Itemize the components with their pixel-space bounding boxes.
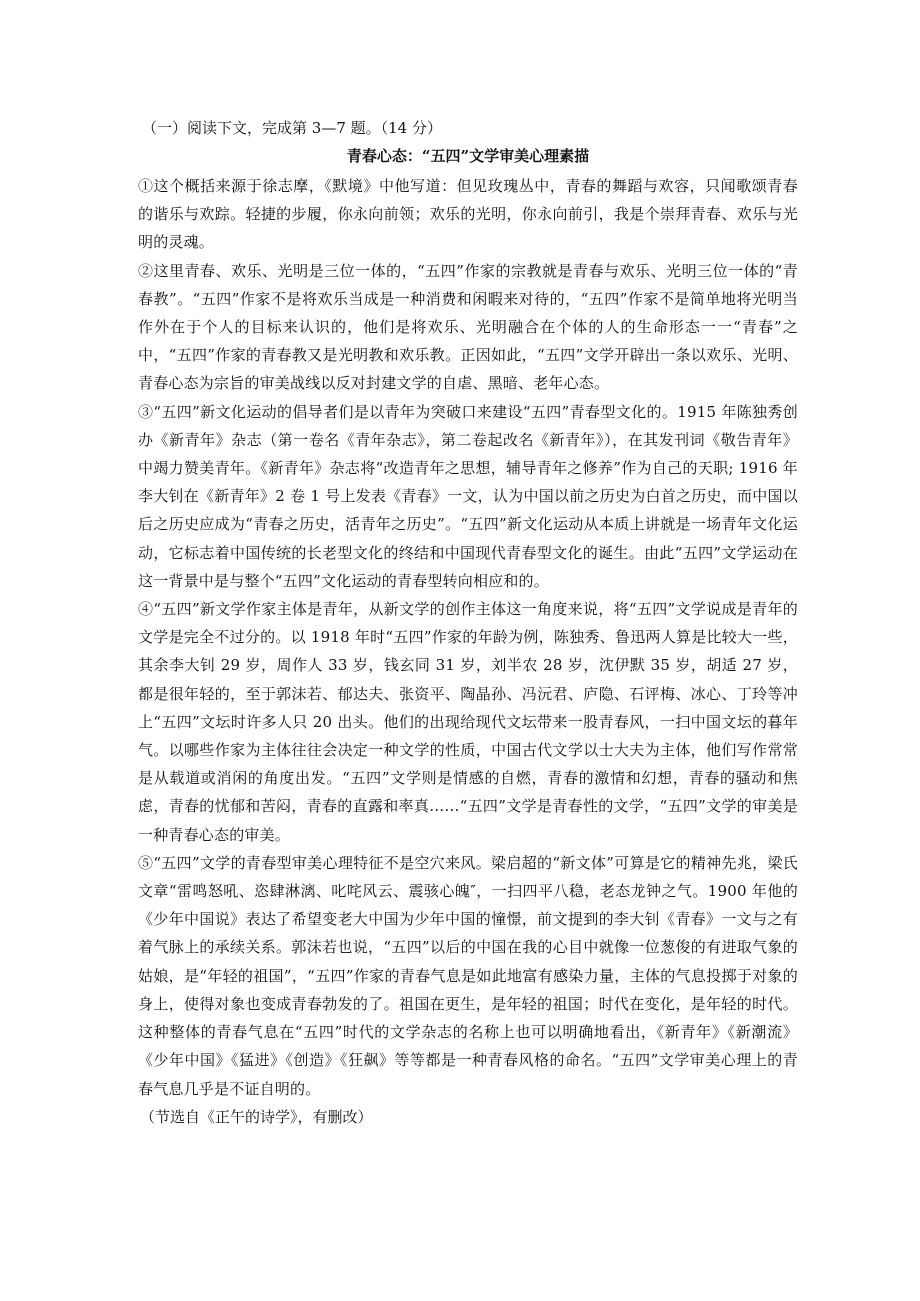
question-instruction: （一）阅读下文，完成第 3—7 题。（14 分） xyxy=(142,119,442,137)
paragraph-3: ③“五四”新文化运动的倡导者们是以青年为突破口来建设“五四”青春型文化的。1915 年陈独秀创办《新青年》杂志（第一卷名《青年杂志》，第二卷起改名《新青年》），在其发刊词《敬告青年》中竭力赞美青年。《新青年》杂志将“改造青年之思想，辅导青年之修养”作为自己的天职; 1916 年李大钊在《新青年》2 卷 1 号上发表《青春》一文，认为中国以前之历史为白首之历史，而中国以后之历史应成为“青春之历史，活青年之历史”。“五四”新文化运动从本质上讲就是一场青年文化运动，它标志着中国传统的长老型文化的终结和中国现代青春型文化的诞生。由此“五四”文学运动在这一背景中是与整个“五四”文化运动的青春型转向相应和的。 xyxy=(138,402,798,590)
paragraph-1: ①这个概括来源于徐志摩，《默境》中他写道：但见玫瑰丛中，青春的舞蹈与欢容，只闻歌颂青春的谐乐与欢踪。轻捷的步履，你永向前领；欢乐的光明，你永向前引，我是个崇拜青春、欢乐与光明的灵魂。 xyxy=(138,177,798,252)
paragraph-4: ④“五四”新文学作家主体是青年，从新文学的创作主体这一角度来说，将“五四”文学说成是青年的文学是完全不过分的。以 1918 年时“五四”作家的年龄为例，陈独秀、鲁迅两人算是比较大一些，其余李大钊 29 岁，周作人 33 岁，钱玄同 31 岁，刘半农 28 岁，沈伊默 35 岁，胡适 27 岁，都是很年轻的，至于郭沫若、郁达夫、张资平、陶晶孙、冯沅君、庐隐、石评梅、冰心、丁玲等冲上“五四”文坛时许多人只 20 出头。他们的出现给现代文坛带来一股青春风，一扫中国文坛的暮年气。以哪些作家为主体往往会决定一种文学的性质，中国古代文学以士大夫为主体，他们写作常常是从载道或消闲的角度出发。“五四”文学则是情感的自燃，青春的激情和幻想，青春的骚动和焦虑，青春的忧郁和苦闷，青春的直露和率真……“五四”文学是青春性的文学，“五四”文学的审美是一种青春心态的审美。 xyxy=(138,600,798,844)
article-title: 青春心态：“五四”文学审美心理素描 xyxy=(346,147,590,165)
source-note: （节选自《正午的诗学》，有删改） xyxy=(140,1107,373,1126)
document-body xyxy=(138,114,798,1131)
paragraph-5: ⑤“五四”文学的青春型审美心理特征不是空穴来风。梁启超的“新文体”可算是它的精神先兆，梁氏文章“雷鸣怒吼、恣肆淋漓、叱咤风云、震骇心魄″，一扫四平八稳，老态龙钟之气。1900 年他的《少年中国说》表达了希望变老大中国为少年中国的憧憬，前文提到的李大钊《青春》一文与之有着气脉上的承续关系。郭沫若也说，“五四”以后的中国在我的心目中就像一位葱俊的有进取气象的姑娘，是“年轻的祖国”，“五四”作家的青春气息是如此地富有感染力量，主体的气息投掷于对象的身上，使得对象也变成青春勃发的了。祖国在更生，是年轻的祖国；时代在变化，是年轻的时代。这种整体的青春气息在“五四”时代的文学杂志的名称上也可以明确地看出，《新青年》《新潮流》《少年中国》《猛进》《创造》《狂飙》等等都是一种青春风格的命名。“五四”文学审美心理上的青春气息几乎是不证自明的。 xyxy=(138,853,798,1098)
paragraph-2: ②这里青春、欢乐、光明是三位一体的，“五四”作家的宗教就是青春与欢乐、光明三位一体的“青春教”。“五四”作家不是将欢乐当成是一种消费和闲暇来对待的，“五四”作家不是简单地将光明当作外在于个人的目标来认识的，他们是将欢乐、光明融合在个体的人的生命形态一一“青春”之中，“五四”作家的青春教又是光明教和欢乐教。正因如此，“五四”文学开辟出一条以欢乐、光明、青春心态为宗旨的审美战线以反对封建文学的自虐、黑暗、老年心态。 xyxy=(138,261,798,393)
